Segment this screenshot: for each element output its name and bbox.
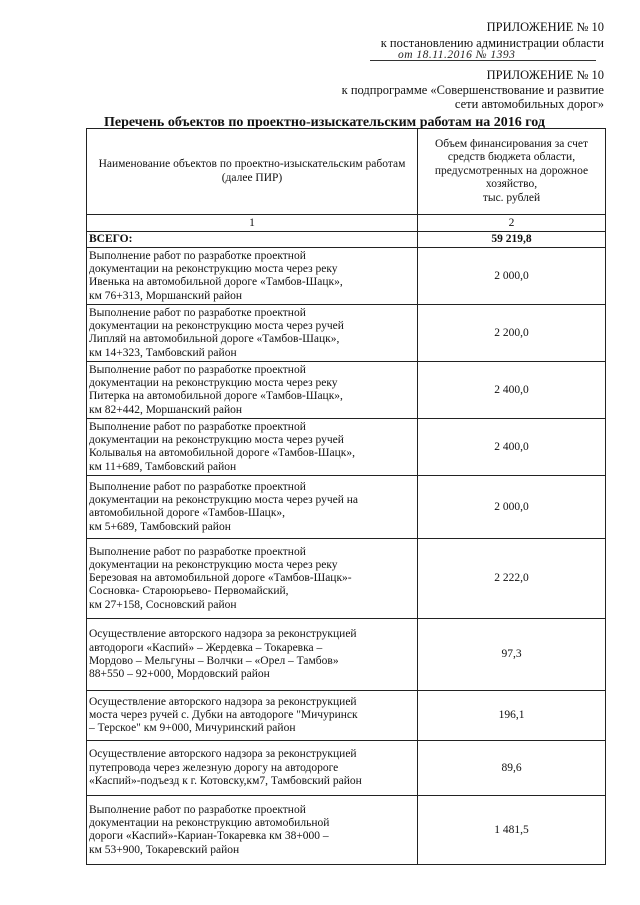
col2-header-line: предусмотренных на дорожное: [434, 164, 589, 177]
object-name-line: – Терское" км 9+000, Мичуринский район: [89, 722, 296, 735]
objects-table: [86, 128, 606, 865]
object-name-cell: [87, 619, 418, 691]
table-row: [87, 419, 606, 476]
object-name-line: документации на реконструкцию моста через ручей: [89, 434, 344, 446]
decree-reference: к постановлению администрации области: [380, 36, 604, 50]
object-name-line: км 27+158, Сосновский район: [89, 598, 237, 611]
object-name-line: км 76+313, Моршанский район: [89, 289, 243, 302]
object-name-cell: [87, 305, 418, 362]
funding-value-cell: 196,1: [418, 691, 606, 741]
subprogram-line-1: к подпрограмме «Совершенствование и развитие: [341, 83, 604, 97]
object-name-line: Ивенька на автомобильной дороге «Тамбов-Шацк»,: [89, 276, 343, 289]
col1-header: Наименование объектов по проектно-изыскательским работам (далее ПИР): [87, 129, 418, 215]
signature-underline: [370, 60, 596, 61]
object-name-line: км 11+689, Тамбовский район: [89, 460, 237, 473]
table-row: [87, 539, 606, 619]
object-name-line: Выполнение работ по разработке проектной: [89, 803, 306, 816]
table-row: [87, 691, 606, 741]
object-name-line: Выполнение работ по разработке проектной: [89, 363, 306, 376]
object-name-line: Мордово – Мельгуны – Волчки – «Орел – Тамбов»: [89, 654, 339, 667]
table-row: [87, 476, 606, 539]
object-name-line: документации на реконструкцию моста через реку: [89, 558, 338, 571]
funding-value-cell: 2 400,0: [418, 362, 606, 419]
object-name-line: Осуществление авторского надзора за реконструкцией: [89, 748, 357, 761]
object-name-line: км 14+323, Тамбовский район: [89, 346, 237, 359]
page-title: Перечень объектов по проектно-изыскательским работам на 2016 год: [104, 115, 545, 130]
object-name-line: Осуществление авторского надзора за реконструкцией: [89, 628, 357, 641]
object-name-line: Сосновка- Староюрьево- Первомайский,: [89, 585, 289, 598]
table-header-row: [87, 129, 606, 215]
object-name-cell: [87, 539, 418, 619]
object-name-cell: [87, 248, 418, 305]
object-name-cell: [87, 362, 418, 419]
object-name-line: Выполнение работ по разработке проектной: [89, 420, 306, 433]
col2-header-line: Объем финансирования за счет: [434, 137, 588, 150]
object-name-line: документации на реконструкцию моста через реку: [89, 263, 338, 275]
funding-value-cell: 2 000,0: [418, 248, 606, 305]
handwritten-date-number: от 18.11.2016 № 1393: [398, 49, 516, 61]
object-name-line: дороги «Каспий»-Кариан-Токаревка км 38+000 –: [89, 830, 329, 843]
total-value: 59 219,8: [418, 232, 606, 248]
table-row: [87, 362, 606, 419]
object-name-cell: [87, 741, 418, 796]
object-name-line: документации на реконструкцию автомобильной: [89, 817, 330, 829]
funding-value-cell: 2 400,0: [418, 419, 606, 476]
funding-value-cell: 2 200,0: [418, 305, 606, 362]
object-name-line: км 82+442, Моршанский район: [89, 403, 243, 416]
total-label: ВСЕГО:: [87, 232, 418, 248]
funding-value-cell: 89,6: [418, 741, 606, 796]
object-name-line: км 5+689, Тамбовский район: [89, 520, 231, 533]
object-name-line: 88+550 – 92+000, Мордовский район: [89, 668, 270, 681]
table-row: [87, 248, 606, 305]
object-name-line: моста через ручей с. Дубки на автодороге "Мичуринск: [89, 709, 358, 722]
col2-header-line: тыс. рублей: [482, 191, 541, 204]
object-name-line: документации на реконструкцию моста через реку: [89, 377, 338, 389]
col2-number: 2: [418, 215, 606, 232]
funding-value-cell: 1 481,5: [418, 796, 606, 865]
funding-value-cell: 2 222,0: [418, 539, 606, 619]
object-name-line: документации на реконструкцию моста через ручей на: [89, 494, 359, 506]
object-name-cell: [87, 476, 418, 539]
object-name-line: автодороги «Каспий» – Жердевка – Токаревка –: [89, 641, 323, 654]
funding-value-cell: 97,3: [418, 619, 606, 691]
object-name-cell: [87, 796, 418, 865]
object-name-line: Выполнение работ по разработке проектной: [89, 249, 306, 262]
object-name-line: Осуществление авторского надзора за реконструкцией: [89, 695, 357, 708]
object-name-line: Выполнение работ по разработке проектной: [89, 545, 306, 558]
object-name-cell: [87, 419, 418, 476]
total-row: [87, 232, 606, 248]
column-number-row: [87, 215, 606, 232]
col2-header: [418, 129, 606, 215]
object-name-line: Питерка на автомобильной дороге «Тамбов-Шацк»,: [89, 390, 343, 403]
object-name-line: Выполнение работ по разработке проектной: [89, 306, 306, 319]
object-name-line: документации на реконструкцию моста через ручей: [89, 320, 344, 332]
object-name-line: Выполнение работ по разработке проектной: [89, 480, 306, 493]
object-name-line: км 53+900, Токаревский район: [89, 843, 240, 856]
table-row: [87, 619, 606, 691]
col2-header-line: хозяйство,: [485, 178, 538, 191]
col1-number: 1: [87, 215, 418, 232]
col2-header-line: средств бюджета области,: [447, 151, 576, 164]
object-name-cell: [87, 691, 418, 741]
object-name-line: «Каспий»-подъезд к г. Котовску,км7, Тамбовский район: [89, 774, 362, 787]
object-name-line: Березовая на автомобильной дороге «Тамбов-Шацк»-: [89, 572, 352, 585]
object-name-line: путепровода через железную дорогу на автодороге: [89, 761, 339, 774]
subprogram-line-2: сети автомобильных дорог»: [454, 97, 604, 111]
appendix-label-1: ПРИЛОЖЕНИЕ № 10: [486, 20, 604, 34]
appendix-label-2: ПРИЛОЖЕНИЕ № 10: [486, 68, 604, 82]
object-name-line: Колывалья на автомобильной дороге «Тамбов-Шацк»,: [89, 447, 355, 460]
object-name-line: Липляй на автомобильной дороге «Тамбов-Шацк»,: [89, 333, 340, 346]
object-name-line: автомобильной дороге «Тамбов-Шацк»,: [89, 507, 286, 520]
table-row: [87, 796, 606, 865]
table-row: [87, 305, 606, 362]
table-row: [87, 741, 606, 796]
funding-value-cell: 2 000,0: [418, 476, 606, 539]
